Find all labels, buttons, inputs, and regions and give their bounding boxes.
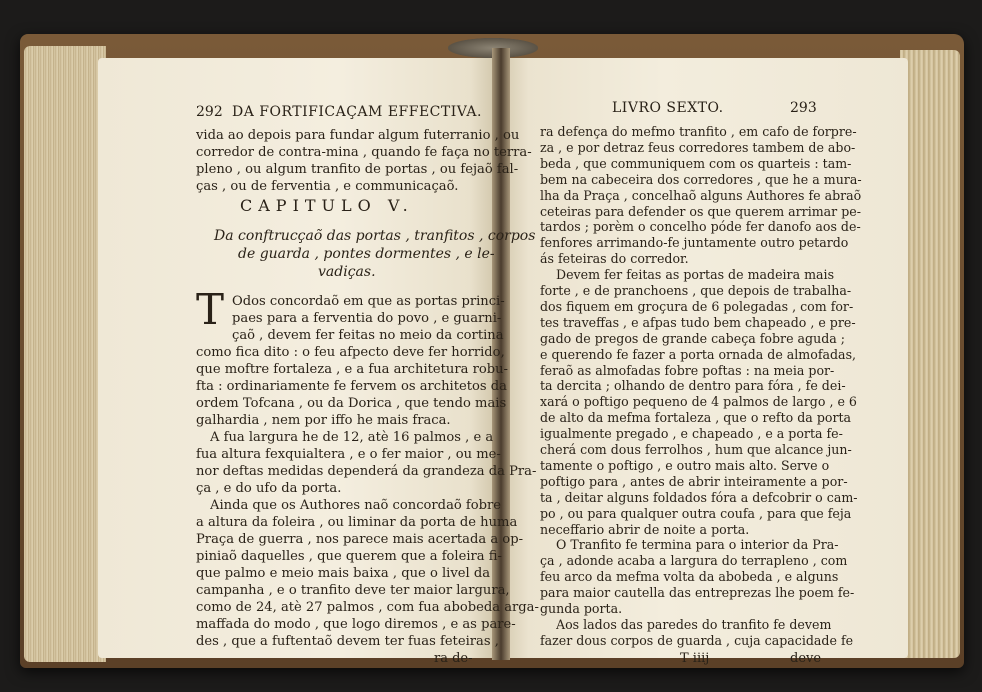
right-line: Aos lados das paredes do tranfito fe devem xyxy=(556,616,832,632)
left-line: que palmo e meio mais baixa , que o livel da xyxy=(196,566,491,581)
right-line: para maior cautella das entreprezas lhe poem fe- xyxy=(540,585,855,601)
right-line: gunda porta. xyxy=(540,601,623,616)
left-line: fua altura fexquialtera , e o fer maior , ou me- xyxy=(196,447,501,462)
right-line: dos fiquem em groçura de 6 polegadas , com for- xyxy=(540,298,854,314)
left-line: como de 24, atè 27 palmos , com fua abobeda arga- xyxy=(196,600,539,615)
left-line: como fica dito : o feu afpecto deve fer horrido, xyxy=(196,345,505,360)
right-line: fazer dous corpos de guarda , cuja capacidade fe xyxy=(540,632,854,648)
right-line: ta , deitar alguns foldados fóra a defcobrir o cam- xyxy=(540,489,858,505)
left-line: paes para a ferventia do povo , e guarni- xyxy=(232,311,502,326)
left-line: piniaõ daquelles , que querem que a foleira fi- xyxy=(196,549,502,564)
chapter-title: CAPITULO V. xyxy=(240,196,414,215)
page-edges-right xyxy=(900,50,960,658)
left-line: ças , ou de ferventia , e communicaçaõ. xyxy=(196,179,459,194)
left-line: maffada do modo , que logo diremos , e as pare- xyxy=(196,617,516,632)
right-line: O Tranfito fe termina para o interior da Pra- xyxy=(556,537,839,553)
right-line: feu arco da mefma volta da abobeda , e alguns xyxy=(540,569,839,585)
left-line: ça , e do ufo da porta. xyxy=(196,481,342,496)
left-page-number: 292 xyxy=(196,104,223,120)
right-line: beda , que communiquem com os quarteis : tam- xyxy=(540,155,852,171)
left-line: A fua largura he de 12, atè 16 palmos , e a xyxy=(210,430,494,445)
right-line: za , e por detraz feus corredores tambem de abo- xyxy=(540,139,856,155)
chapter-subtitle-line: Da conftrucçaõ das portas , tranfitos , corpos xyxy=(214,228,536,244)
right-line: ta dercita ; olhando de dentro para fóra , fe dei- xyxy=(540,378,846,394)
left-line: a altura da foleira , ou liminar da porta de huma xyxy=(196,515,518,530)
right-running-head: LIVRO SEXTO. xyxy=(612,100,724,116)
page-edges-left xyxy=(24,46,106,662)
right-line: e querendo fe fazer a porta ornada de almofadas, xyxy=(540,346,857,362)
right-line: bem na cabeceira dos corredores , que he a mura- xyxy=(540,171,862,187)
right-line: gado de pregos de grande cabeça fobre aguda ; xyxy=(540,330,846,346)
left-line: vida ao depois para fundar algum futerranio , ou xyxy=(196,128,520,143)
left-line: des , que a fuftentaõ devem ter fuas feteiras , xyxy=(196,634,499,649)
right-line: de alto da mefma fortaleza , que o refto da porta xyxy=(540,410,852,426)
right-line: po , ou para qualquer outra coufa , para que feja xyxy=(540,505,852,521)
left-line: campanha , e o tranfito deve ter maior largura, xyxy=(196,583,510,598)
right-line: cherá com dous ferrolhos , hum que alcance jun- xyxy=(540,442,852,457)
right-line: forte , e de pranchoens , que depois de trabalha- xyxy=(540,283,852,298)
left-line: nor deftas medidas dependerá da grandeza da Pra- xyxy=(196,464,537,479)
right-line: ça , adonde acaba a largura do terrapleno , com xyxy=(540,553,848,569)
left-line: pleno , ou algum tranfito de portas , ou fejaõ fal- xyxy=(196,162,519,177)
left-line: Ainda que os Authores naõ concordaõ fobre xyxy=(210,498,502,513)
left-line: Praça de guerra , nos parece mais acertada a op- xyxy=(196,532,523,547)
left-running-head: DA FORTIFICAÇAM EFFECTIVA. xyxy=(232,104,482,120)
right-line: xará o poftigo pequeno de 4 palmos de largo , e 6 xyxy=(540,394,857,410)
left-line: galhardia , nem por iffo he mais fraca. xyxy=(196,413,451,428)
right-line: igualmente pregado , e chapeado , e a porta fe- xyxy=(540,426,843,442)
right-line: lha da Praça , concelhaõ alguns Authores fe abraõ xyxy=(540,187,862,203)
chapter-subtitle-line: vadiças. xyxy=(318,264,376,280)
right-line: tardos ; porèm o concelho póde fer danofo aos de- xyxy=(540,219,861,235)
left-line: çaõ , devem fer feitas no meio da cortina xyxy=(232,328,504,343)
right-line: tes traveffas , e afpas tudo bem chapeado , e pre- xyxy=(540,314,856,330)
left-line: ordem Tofcana , ou da Dorica , que tendo mais xyxy=(196,396,507,411)
right-page-number: 293 xyxy=(790,100,817,116)
right-line: tamente o poftigo , e outro mais alto. Serve o xyxy=(540,457,830,473)
left-line: fta : ordinariamente fe fervem os architetos da xyxy=(196,379,507,394)
left-line: Odos concordaõ em que as portas princi- xyxy=(232,294,505,309)
right-line: Devem fer feitas as portas de madeira mais xyxy=(556,267,835,283)
left-line: que moftre fortaleza , e a fua architetura robu- xyxy=(196,362,508,377)
right-line: ra defença do mefmo tranfito , em cafo de forpre- xyxy=(540,124,857,139)
right-line: fenfores arrimando-fe juntamente outro petardo xyxy=(540,235,849,251)
right-line: feraõ as almofadas fobre poftas : na meia por- xyxy=(540,362,835,378)
chapter-subtitle-line: de guarda , pontes dormentes , e le- xyxy=(238,246,495,262)
right-line: ás feteiras do corredor. xyxy=(540,251,689,267)
right-line: neceffario abrir de noite a porta. xyxy=(540,521,750,537)
drop-cap: T xyxy=(196,285,225,334)
signature-mark: T iiij xyxy=(680,651,710,666)
right-catchword: deve xyxy=(790,651,822,666)
left-catchword: ra de- xyxy=(434,651,473,666)
left-line: corredor de contra-mina , quando fe faça no terra- xyxy=(196,145,532,160)
right-line: ceteiras para defender os que querem arrimar pe- xyxy=(540,203,861,219)
right-line: poftigo para , antes de abrir inteiramente a por- xyxy=(540,473,848,489)
